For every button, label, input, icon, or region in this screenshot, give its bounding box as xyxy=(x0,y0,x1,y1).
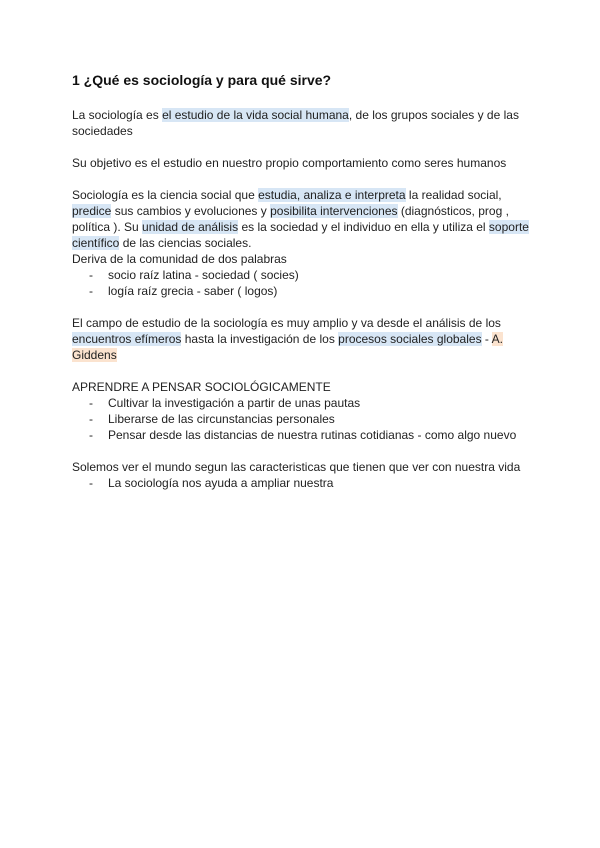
list-item xyxy=(72,267,532,283)
dash-bullet: - xyxy=(89,428,93,442)
spacer xyxy=(72,299,532,315)
list-item xyxy=(72,427,532,443)
dash-bullet: - xyxy=(89,476,93,490)
paragraph-definition xyxy=(72,107,532,139)
highlight-blue: estudia, analiza e interpreta xyxy=(258,188,406,202)
spacer xyxy=(72,443,532,459)
list-item-text: Pensar desde las distancias de nuestra rutinas cotidianas - como algo nuevo xyxy=(108,428,517,442)
highlight-blue: soporte científico xyxy=(72,220,529,250)
paragraph-derivation: Deriva de la comunidad de dos palabras xyxy=(72,252,287,266)
list-item-text: La sociología nos ayuda a ampliar nuestra xyxy=(108,476,334,490)
highlight-blue: predice xyxy=(72,204,112,218)
list-item xyxy=(72,411,532,427)
highlight-blue: el estudio de la vida social humana xyxy=(162,108,349,122)
spacer xyxy=(72,139,532,155)
highlight-orange: A. Giddens xyxy=(72,332,503,362)
list-item xyxy=(72,283,532,299)
spacer xyxy=(72,171,532,187)
text-span: es la sociedad y el individuo en ella y utiliza el xyxy=(238,220,489,234)
text-span: Sociología es la ciencia social que xyxy=(72,188,259,202)
dash-bullet: - xyxy=(89,268,93,282)
text-span: de las ciencias sociales. xyxy=(119,236,252,250)
list-item xyxy=(72,475,532,491)
thinking-list xyxy=(72,395,532,443)
dash-bullet: - xyxy=(89,396,93,410)
text-span: La sociología es xyxy=(72,108,163,122)
text-span: (diagnósticos, prog , política ). Su xyxy=(72,204,509,234)
paragraph-objective: Su objetivo es el estudio en nuestro propio comportamiento como seres humanos xyxy=(72,156,507,170)
list-item-text: socio raíz latina - sociedad ( socies) xyxy=(108,268,299,282)
highlight-blue: encuentros efímeros xyxy=(72,332,182,346)
world-list xyxy=(72,475,532,491)
text-span: la realidad social, xyxy=(405,188,502,202)
text-span: El campo de estudio de la sociología es muy amplio y va desde el análisis de los xyxy=(72,316,501,330)
paragraph-world: Solemos ver el mundo segun las caracteristicas que tienen que ver con nuestra vida xyxy=(72,460,521,474)
page-title: 1 ¿Qué es sociología y para qué sirve? xyxy=(72,72,332,88)
spacer xyxy=(72,363,532,379)
paragraph-science xyxy=(72,187,532,251)
dash-bullet: - xyxy=(89,284,93,298)
highlight-blue: unidad de análisis xyxy=(142,220,239,234)
paragraph-field xyxy=(72,315,532,363)
section-heading: APRENDRE A PENSAR SOCIOLÓGICAMENTE xyxy=(72,380,331,394)
list-item xyxy=(72,395,532,411)
document-page xyxy=(72,70,532,491)
highlight-blue: posibilita intervenciones xyxy=(270,204,398,218)
list-item-text: Liberarse de las circunstancias personales xyxy=(108,412,335,426)
text-span: - xyxy=(481,332,492,346)
highlight-blue: procesos sociales globales xyxy=(338,332,482,346)
derivation-list xyxy=(72,267,532,299)
text-span: hasta la investigación de los xyxy=(181,332,339,346)
list-item-text: Cultivar la investigación a partir de unas pautas xyxy=(108,396,361,410)
text-span: sus cambios y evoluciones y xyxy=(111,204,271,218)
list-item-text: logía raíz grecia - saber ( logos) xyxy=(108,284,278,298)
dash-bullet: - xyxy=(89,412,93,426)
text-span: , de los grupos sociales y de las sociedades xyxy=(72,108,519,138)
